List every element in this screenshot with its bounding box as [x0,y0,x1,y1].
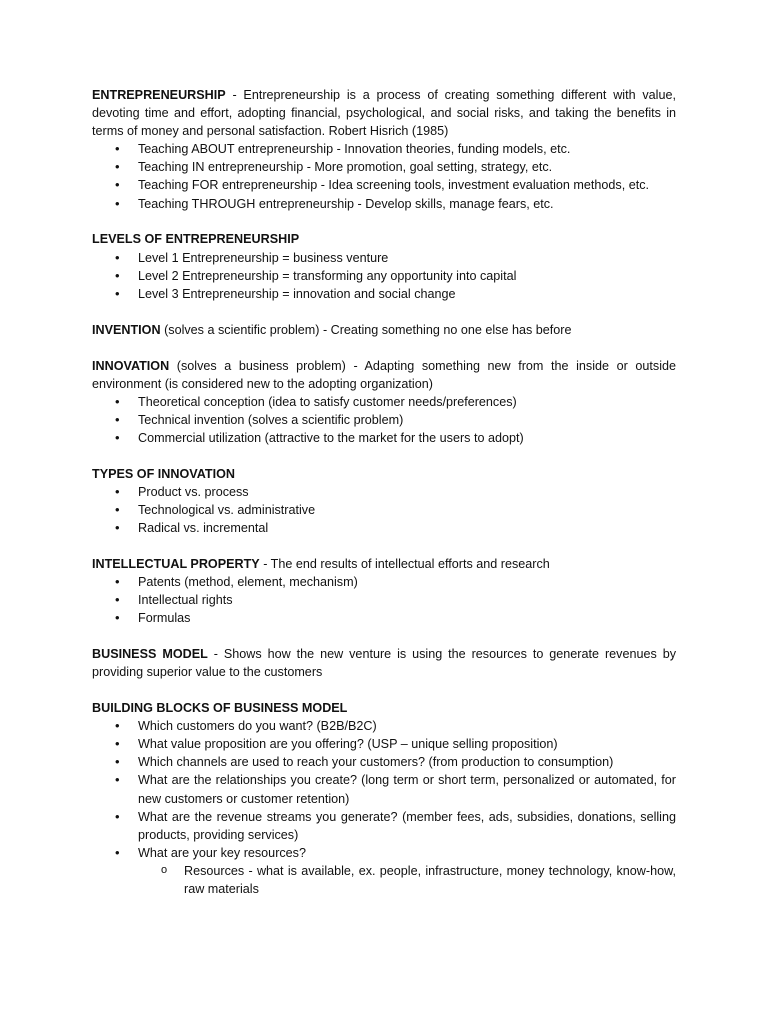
list-item: • Theoretical conception (idea to satisfy customer needs/preferences) [92,393,676,411]
innovation-heading: INNOVATION [92,358,170,373]
ip-definition: - The end results of intellectual efforts and research [259,556,550,571]
innovation-definition: (solves a business problem) - Adapting something new from the inside or outside environment (is considered new to the adopting organization) [92,358,676,391]
blocks-sub-list [92,862,676,898]
blocks-paragraph [92,699,676,717]
list-item: • Level 3 Entrepreneurship = innovation and social change [92,285,676,303]
list-item: • Teaching ABOUT entrepreneurship - Innovation theories, funding models, etc. [92,140,676,158]
list-item: • Level 2 Entrepreneurship = transforming any opportunity into capital [92,267,676,285]
list-item: • Teaching FOR entrepreneurship - Idea screening tools, investment evaluation methods, etc. [92,176,676,194]
levels-list [92,249,676,303]
ip-list [92,573,676,627]
list-item: • Formulas [92,609,676,627]
business-model-definition: - Shows how the new venture is using the resources to generate revenues by providing superior value to the customers [92,647,676,680]
entrepreneurship-heading: ENTREPRENEURSHIP [92,88,226,102]
list-item: • What are the relationships you create? (long term or short term, personalized or automated, for new customers or customer retention) [92,771,676,807]
list-item: • Intellectual rights [92,591,676,609]
section-levels [92,230,676,302]
business-model-paragraph [92,645,676,681]
list-item: • Patents (method, element, mechanism) [92,573,676,591]
section-innovation [92,357,676,447]
list-item: • Teaching THROUGH entrepreneurship - Develop skills, manage fears, etc. [92,195,676,213]
list-item: • Level 1 Entrepreneurship = business venture [92,249,676,267]
levels-heading: LEVELS OF ENTREPRENEURSHIP [92,232,300,247]
document-content [92,86,676,916]
list-item: • Product vs. process [92,483,676,501]
section-invention [92,321,676,339]
list-item: • Technological vs. administrative [92,501,676,519]
ip-heading: INTELLECTUAL PROPERTY [92,556,260,571]
section-business-model [92,645,676,681]
types-paragraph [92,465,676,483]
section-building-blocks [92,699,676,898]
entrepreneurship-definition: - Entrepreneurship is a process of creating something different with value, devoting time and effort, adopting financial, psychological, and social risks, and taking the benefits in terms of money and personal satisfaction. Robert Hisrich (1985) [92,88,676,139]
list-item: • What value proposition are you offering? (USP – unique selling proposition) [92,735,676,753]
invention-heading: INVENTION [92,322,161,337]
ip-paragraph [92,555,676,573]
invention-paragraph [92,321,676,339]
innovation-paragraph [92,357,676,393]
section-types-of-innovation [92,465,676,537]
list-item: • Teaching IN entrepreneurship - More promotion, goal setting, strategy, etc. [92,158,676,176]
list-item: • What are your key resources? [92,844,676,862]
sub-list-item: o Resources - what is available, ex. people, infrastructure, money technology, know-how, raw materials [92,862,676,898]
entrepreneurship-list [92,140,676,212]
business-model-heading: BUSINESS MODEL [92,647,208,662]
blocks-list [92,717,676,862]
invention-definition: (solves a scientific problem) - Creating something no one else has before [160,322,572,337]
innovation-list [92,393,676,447]
list-item: • Commercial utilization (attractive to the market for the users to adopt) [92,429,676,447]
blocks-heading: BUILDING BLOCKS OF BUSINESS MODEL [92,701,348,716]
list-item: • Radical vs. incremental [92,519,676,537]
levels-paragraph [92,230,676,248]
list-item: • Which channels are used to reach your customers? (from production to consumption) [92,753,676,771]
types-heading: TYPES OF INNOVATION [92,466,235,481]
section-entrepreneurship [92,86,676,213]
types-list [92,483,676,537]
section-intellectual-property [92,555,676,627]
list-item: • Which customers do you want? (B2B/B2C) [92,717,676,735]
list-item: • What are the revenue streams you generate? (member fees, ads, subsidies, donations, selling products, providing services) [92,808,676,844]
entrepreneurship-paragraph [92,86,676,140]
list-item: • Technical invention (solves a scientific problem) [92,411,676,429]
